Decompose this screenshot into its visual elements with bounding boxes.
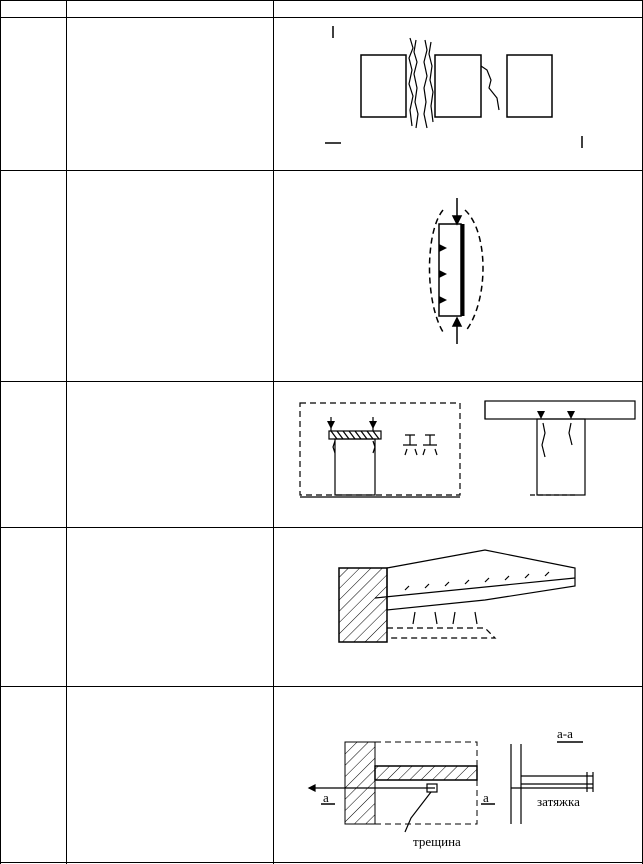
diagonal-crack [481, 66, 499, 110]
row-1-bottom [0, 170, 643, 171]
table-border-bottom [0, 862, 643, 863]
wall-hatched [345, 742, 375, 824]
figure-anchor-tie [275, 688, 642, 862]
cantilever-slab [387, 550, 575, 610]
figure-cantilever-slab [275, 528, 642, 686]
col-divider-2 [273, 0, 274, 864]
section-label-a-right: а [483, 790, 489, 805]
figure-local-crushing [275, 383, 642, 527]
figure-wall-cracks [275, 18, 642, 170]
slab [375, 766, 477, 780]
table-border-top [0, 0, 643, 1]
pier-left [361, 55, 406, 117]
section-label-a-left: а [323, 790, 329, 805]
col-divider-1 [66, 0, 67, 864]
reinforcement-marks [439, 244, 447, 304]
pier [335, 439, 375, 495]
crack-label: трещина [413, 834, 461, 849]
tie-label: затяжка [537, 794, 580, 809]
pier-middle [435, 55, 481, 117]
row-2-bottom [0, 381, 643, 382]
vertical-cracks [409, 38, 433, 128]
beam-slab [485, 401, 635, 419]
figure-column-buckling [275, 172, 642, 381]
wall-section [339, 568, 387, 642]
table-border-left [0, 0, 1, 864]
row-4-bottom [0, 686, 643, 687]
section-title: а-а [557, 726, 573, 741]
buckling-shape [430, 210, 484, 332]
pier-right [507, 55, 552, 117]
wall-outline [300, 403, 460, 495]
